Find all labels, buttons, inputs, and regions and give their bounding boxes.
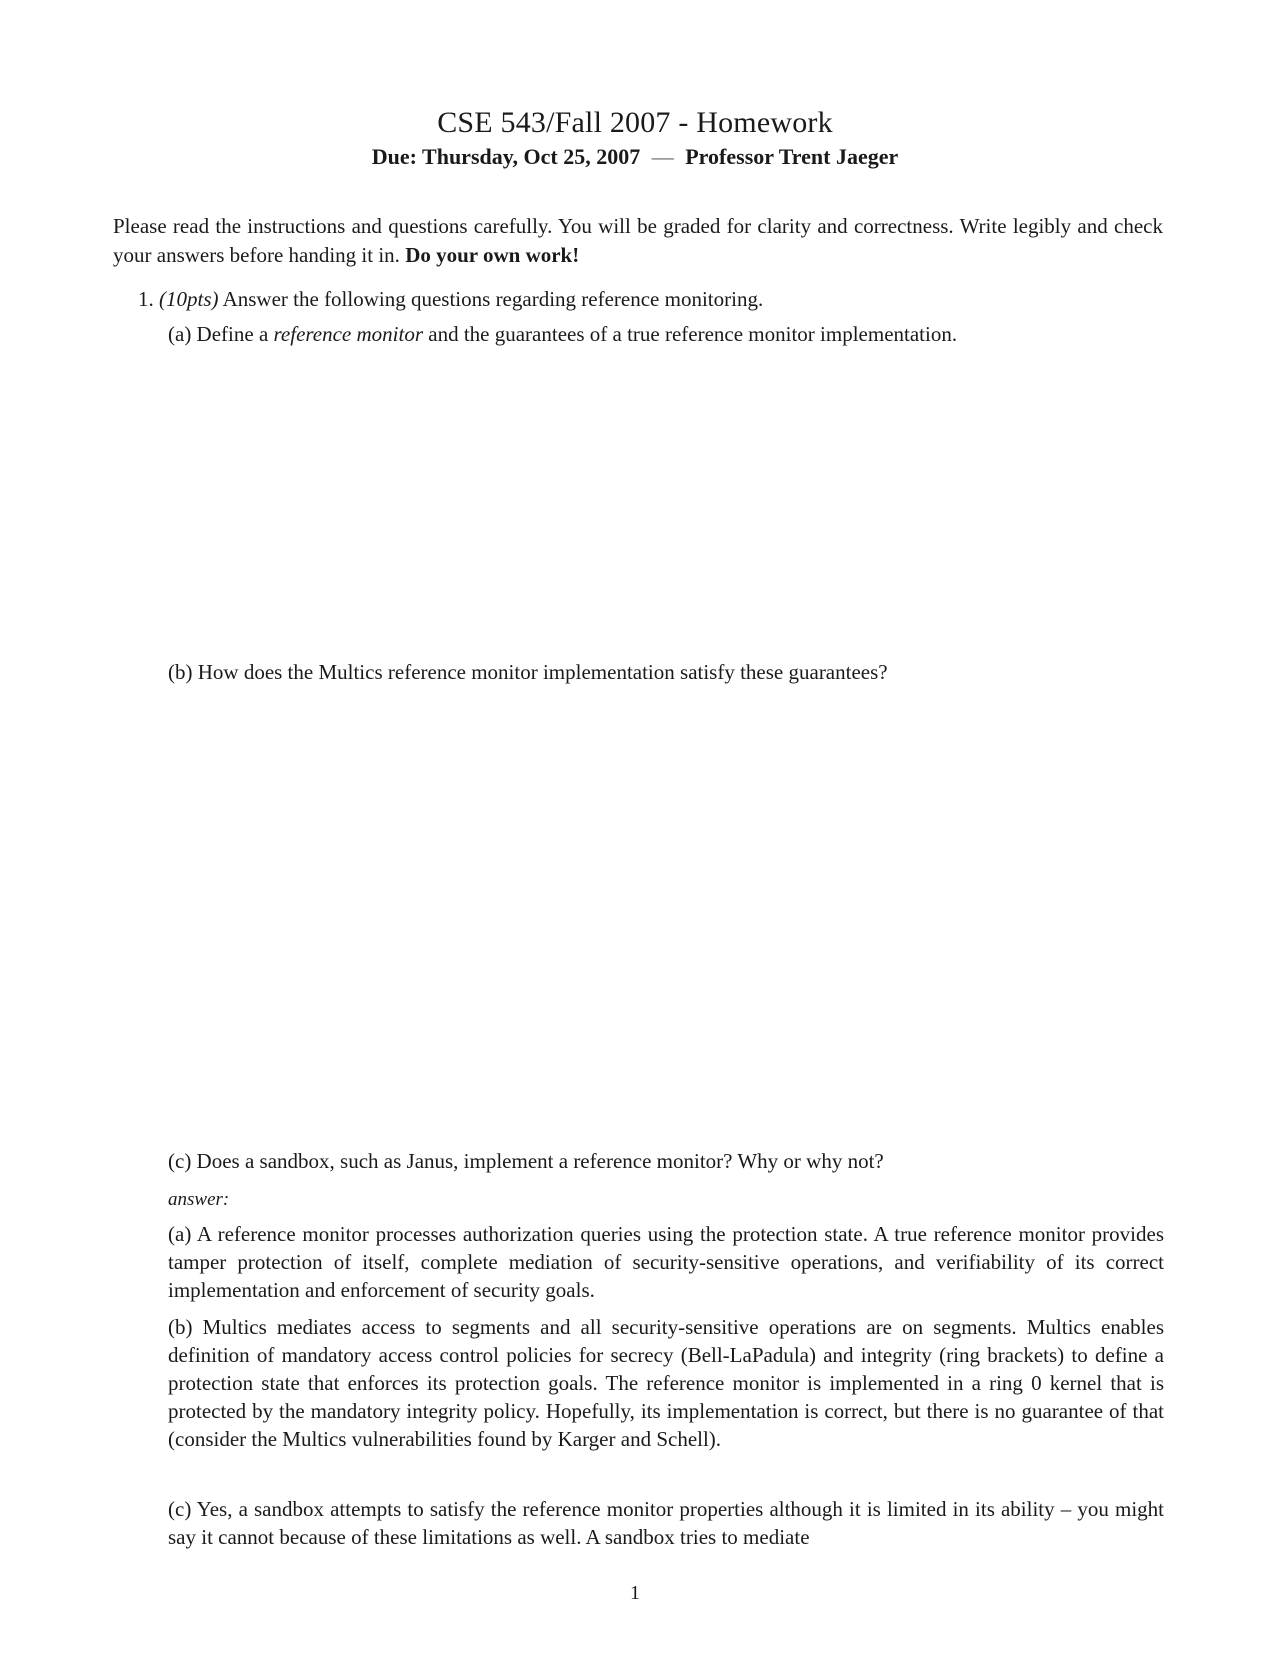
answer-label: answer: <box>168 1189 230 1210</box>
professor-name: Professor Trent Jaeger <box>685 144 899 169</box>
instructions-text: Please read the instructions and questions carefully. You will be graded for clarity and correctness. Write legibly and check your answers before handing it in. <box>113 214 1163 267</box>
instructions-paragraph <box>113 212 1163 270</box>
question-part-b: (b) How does the Multics reference monitor implementation satisfy these guarantees? <box>168 660 888 684</box>
instructions-emphasis: Do your own work! <box>405 243 580 267</box>
due-date: Due: Thursday, Oct 25, 2007 <box>371 144 641 169</box>
page-number: 1 <box>630 1582 640 1604</box>
part-a-label: (a) Define a <box>168 322 269 346</box>
part-a-rest: and the guarantees of a true reference monitor implementation. <box>428 322 958 346</box>
document-subtitle <box>0 144 1270 170</box>
question-1 <box>138 287 1168 312</box>
question-part-c: (c) Does a sandbox, such as Janus, implement a reference monitor? Why or why not? <box>168 1149 884 1173</box>
document-title: CSE 543/Fall 2007 - Homework <box>437 106 833 139</box>
subtitle-separator: — <box>651 144 674 169</box>
answer-part-c: (c) Yes, a sandbox attempts to satisfy the reference monitor properties although it is limited in its ability – you might say it cannot because of these limitations as well. A sandbox tries to mediate <box>168 1497 1164 1549</box>
answer-part-a: (a) A reference monitor processes authorization queries using the protection state. A true reference monitor provides tamper protection of itself, complete mediation of security-sensitive operations, and verifiability of its correct implementation and enforcement of security goals. <box>168 1222 1164 1302</box>
question-prompt: Answer the following questions regarding reference monitoring. <box>222 287 764 311</box>
question-number: 1. <box>138 287 154 311</box>
question-part-a <box>168 322 1168 347</box>
question-points: (10pts) <box>159 287 219 311</box>
part-a-term: reference monitor <box>273 322 423 346</box>
answer-part-b: (b) Multics mediates access to segments and all security-sensitive operations are on segments. Multics enables definition of mandatory access control policies for secrecy (Bell-LaPadula) and integrity (ring brackets) to define a protection state that enforces its protection goals. The reference monitor is implemented in a ring 0 kernel that is protected by the mandatory integrity policy. Hopefully, its implementation is correct, but there is no guarantee of that (consider the Multics vulnerabilities found by Karger and Schell). <box>168 1315 1164 1451</box>
